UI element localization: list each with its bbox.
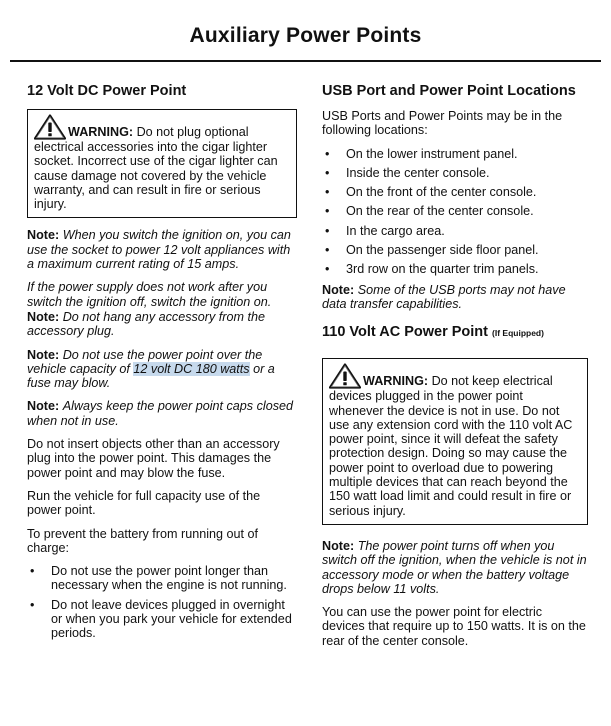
list-item-text: 3rd row on the quarter trim panels. [346,262,539,277]
note-text: Some of the USB ports may not have data transfer capabilities. [322,282,566,311]
para-usb-intro: USB Ports and Power Points may be in the following locations: [322,109,563,138]
heading-text: 110 Volt AC Power Point [322,324,488,341]
warning-triangle-icon [329,363,361,389]
note-text: Always keep the power point caps closed when not in use. [27,399,294,428]
note-text: When you switch the ignition on, you can use the socket to power 12 volt appliances with a maximum current rating of 15 amps. [27,228,291,272]
list-item-text: Do not leave devices plugged in overnight or when you park your vehicle for extended periods. [51,597,292,641]
battery-bullet-list [27,564,297,640]
list-item [322,204,588,218]
list-item-text: Do not use the power point longer than necessary when the engine is not running. [51,564,287,593]
note-text: or a fuse may blow. [27,361,275,391]
warning-triangle-icon [34,114,66,140]
list-item [27,564,297,593]
list-item-text: On the lower instrument panel. [346,146,518,161]
para-battery: To prevent the battery from running out of charge: [27,526,259,555]
bullet-icon: • [325,185,330,200]
para-objects: Do not insert objects other than an accessory plug into the power point. This damages the power point and may blow the fuse. [27,437,280,480]
section-heading-110v [322,325,588,341]
list-item-text: On the passenger side floor panel. [346,243,539,258]
locations-list [322,147,588,277]
note-caps [27,399,297,428]
bullet-icon: • [325,165,330,180]
bullet-icon: • [325,146,330,161]
right-column [322,84,588,657]
highlighted-text[interactable]: 12 volt DC 180 watts [133,361,250,376]
list-item-text: In the cargo area. [346,223,445,238]
para-ignition-off [27,280,297,309]
note-ignition [27,228,297,271]
page-title: Auxiliary Power Points [189,24,422,47]
bullet-icon: • [30,564,35,579]
para-150-watts: You can use the power point for electric devices that require up to 150 watts. It is on the rear of the center console. [322,605,586,648]
list-item [322,166,588,180]
para-full-capacity: Run the vehicle for full capacity use of the power point. [27,488,261,518]
note-text: Do not use the power point over the vehicle capacity of [27,347,263,376]
note-power-off [322,539,588,596]
list-item-text: Inside the center console. [346,165,490,180]
bullet-icon: • [325,262,330,277]
warning-label: WARNING: [363,374,429,389]
warning-label: WARNING: [68,125,134,139]
note-text: Do not hang any accessory from the accessory plug. [27,309,265,339]
note-label: Note: [27,309,60,324]
bullet-icon: • [325,223,330,238]
list-item [322,147,588,161]
note-label: Note: [322,282,355,297]
note-hang [27,310,297,339]
note-usb-data [322,283,588,312]
warning-box-12v [27,109,297,218]
note-label: Note: [322,538,355,553]
section-heading-12v: 12 Volt DC Power Point [27,83,187,99]
bullet-icon: • [325,243,330,258]
title-rule [10,60,601,62]
note-label: Note: [27,347,60,362]
heading-suffix: (If Equipped) [492,328,544,339]
warning-text: Do not keep electrical devices plugged in the power point whenever the device is not in use. Do not use any extension cord with the 110 volt AC power point, since it will defeat the safety protection design. Doing so may cause the power point to overload due to powering multiple devices that can reach beyond the 150 watt load limit and could result in fire or serious injury. [329,374,573,518]
left-column [27,84,297,647]
section-heading-usb: USB Port and Power Point Locations [322,83,576,99]
warning-box-110v [322,358,588,525]
list-item [322,185,588,199]
list-item [27,598,297,641]
warning-text: Do not plug optional electrical accessories into the cigar lighter socket. Incorrect use of the cigar lighter can cause damage not covered by the vehicle warranty, and can result in fire or serious injury. [34,125,278,212]
list-item [322,262,588,276]
list-item-text: On the front of the center console. [346,185,537,200]
note-label: Note: [27,399,60,414]
para-text: If the power supply does not work after you switch the ignition off, switch the ignition on. [27,280,272,309]
list-item [322,224,588,238]
bullet-icon: • [325,204,330,219]
note-capacity [27,348,297,391]
list-item [322,243,588,257]
note-text: The power point turns off when you switch off the ignition, when the vehicle is not in accessory mode or when the battery voltage drops below 11 volts. [322,538,587,596]
note-label: Note: [27,228,60,243]
list-item-text: On the rear of the center console. [346,204,534,219]
bullet-icon: • [30,597,35,612]
